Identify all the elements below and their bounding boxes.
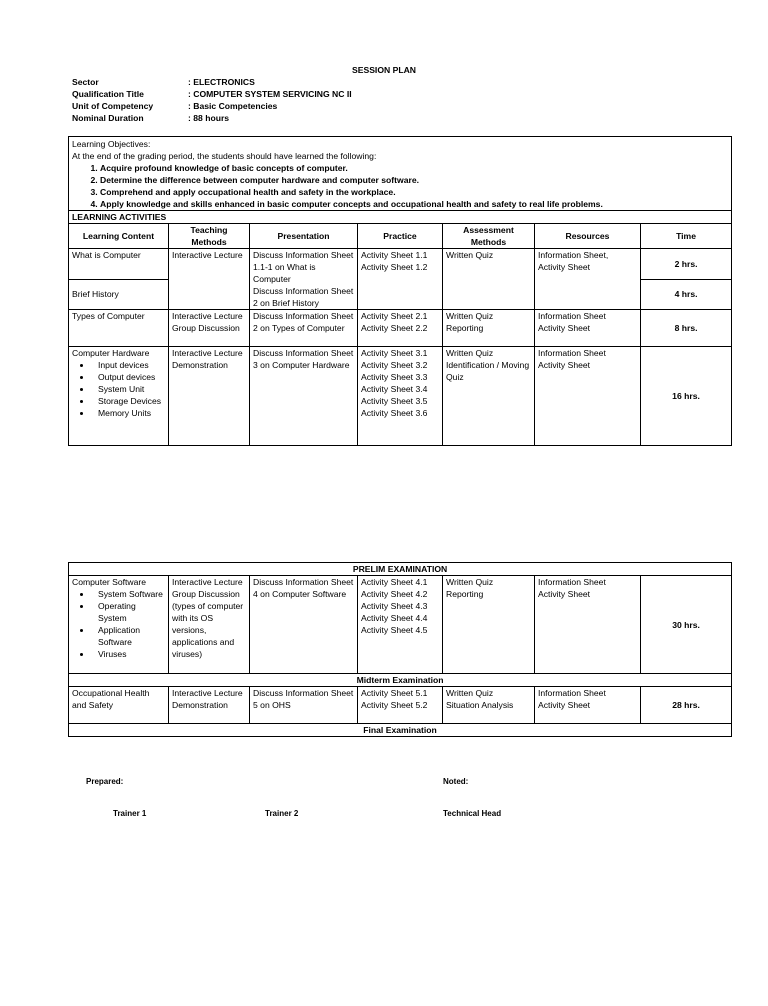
document-title: SESSION PLAN [352,65,416,75]
cell-assessment: Written Quiz Situation Analysis [443,687,535,724]
cell-resources: Information Sheet Activity Sheet [535,347,641,446]
prepared-label: Prepared: [86,777,124,786]
table-row [69,687,732,724]
objectives-intro: At the end of the grading period, the students should have learned the following: [72,151,377,161]
trainer-2-label: Trainer 2 [265,809,299,818]
col-teaching-methods: Teaching Methods [169,224,250,249]
table-row [69,310,732,347]
cell-content: Types of Computer [69,310,169,347]
cell-time: 4 hrs. [641,279,732,310]
session-table-1 [68,136,732,446]
technical-head-label: Technical Head [443,809,502,818]
cell-presentation: Discuss Information Sheet 4 on Computer Software [250,576,358,674]
objective-item: 1. Acquire profound knowledge of basic concepts of computer. [100,162,728,174]
table-row [69,347,732,446]
software-list [72,588,165,660]
cell-assessment: Written Quiz Reporting [443,576,535,674]
objective-item: 4. Apply knowledge and skills enhanced in basic computer concepts and occupational health and safety to real life problems. [100,198,728,210]
col-time: Time [641,224,732,249]
col-presentation: Presentation [250,224,358,249]
cell-content: Occupational Health and Safety [69,687,169,724]
cell-resources: Information Sheet Activity Sheet [535,576,641,674]
cell-time: 2 hrs. [641,249,732,280]
list-item: • Output devices [92,371,165,383]
objectives-heading: Learning Objectives: [72,139,151,149]
objective-item: 3. Comprehend and apply occupational health and safety in the workplace. [100,186,728,198]
cell-practice: Activity Sheet 4.1 Activity Sheet 4.2 Activity Sheet 4.3 Activity Sheet 4.4 Activity Sheet 4.5 [358,576,443,674]
meta-unit: Unit of Competency : Basic Competencies [72,101,278,111]
cell-practice: Activity Sheet 5.1 Activity Sheet 5.2 [358,687,443,724]
cell-assessment: Written Quiz Identification / Moving Quiz [443,347,535,446]
trainer-1-label: Trainer 1 [113,809,147,818]
cell-presentation: Discuss Information Sheet 1.1-1 on What is Computer Discuss Information Sheet 2 on Brief History [250,249,358,310]
cell-practice: Activity Sheet 3.1 Activity Sheet 3.2 Activity Sheet 3.3 Activity Sheet 3.4 Activity Sheet 3.5 Activity Sheet 3.6 [358,347,443,446]
cell-time: 30 hrs. [641,576,732,674]
cell-presentation: Discuss Information Sheet 5 on OHS [250,687,358,724]
column-headers [69,224,732,249]
table-row [69,249,732,280]
list-item: • Application Software [92,624,165,648]
cell-presentation: Discuss Information Sheet 2 on Types of Computer [250,310,358,347]
cell-teaching: Interactive Lecture [169,249,250,310]
cell-content: Computer Hardware • Input devices • Output devices • System Unit • Storage Devices • Memory Units [69,347,169,446]
cell-teaching: Interactive Lecture Demonstration [169,687,250,724]
cell-teaching: Interactive Lecture Group Discussion (types of computer with its OS versions, applications and viruses) [169,576,250,674]
list-item: • System Unit [92,383,165,395]
prelim-examination: PRELIM EXAMINATION [69,563,732,576]
final-examination: Final Examination [69,724,732,737]
activities-heading: LEARNING ACTIVITIES [69,211,732,224]
col-learning-content: Learning Content [69,224,169,249]
cell-practice: Activity Sheet 2.1 Activity Sheet 2.2 [358,310,443,347]
objectives-row [69,137,732,211]
cell-time: 8 hrs. [641,310,732,347]
cell-time: 16 hrs. [641,347,732,446]
meta-sector: Sector : ELECTRONICS [72,77,255,87]
hardware-list [72,359,165,419]
cell-resources: Information Sheet, Activity Sheet [535,249,641,310]
list-item: • Storage Devices [92,395,165,407]
cell-teaching: Interactive Lecture Group Discussion [169,310,250,347]
cell-time: 28 hrs. [641,687,732,724]
session-table-2 [68,562,732,737]
meta-duration: Nominal Duration : 88 hours [72,113,230,123]
list-item: • Input devices [92,359,165,371]
cell-resources: Information Sheet Activity Sheet [535,310,641,347]
list-item: • Memory Units [92,407,165,419]
list-item: • Viruses [92,648,165,660]
col-practice: Practice [358,224,443,249]
cell-content: What is Computer [69,249,169,280]
cell-content: Brief History [69,279,169,310]
midterm-examination: Midterm Examination [69,674,732,687]
table-row [69,576,732,674]
noted-label: Noted: [443,777,469,786]
list-item: • Operating System [92,600,165,624]
list-item: • System Software [92,588,165,600]
cell-practice: Activity Sheet 1.1 Activity Sheet 1.2 [358,249,443,310]
col-resources: Resources [535,224,641,249]
cell-presentation: Discuss Information Sheet 3 on Computer Hardware [250,347,358,446]
cell-assessment: Written Quiz [443,249,535,310]
meta-qualification: Qualification Title : COMPUTER SYSTEM SERVICING NC II [72,89,352,99]
cell-teaching: Interactive Lecture Demonstration [169,347,250,446]
objective-item: 2. Determine the difference between computer hardware and computer software. [100,174,728,186]
objectives-list [72,162,728,210]
cell-assessment: Written Quiz Reporting [443,310,535,347]
cell-content: Computer Software • System Software • Operating System • Application Software • Viruses [69,576,169,674]
col-assessment-methods: Assessment Methods [443,224,535,249]
cell-resources: Information Sheet Activity Sheet [535,687,641,724]
